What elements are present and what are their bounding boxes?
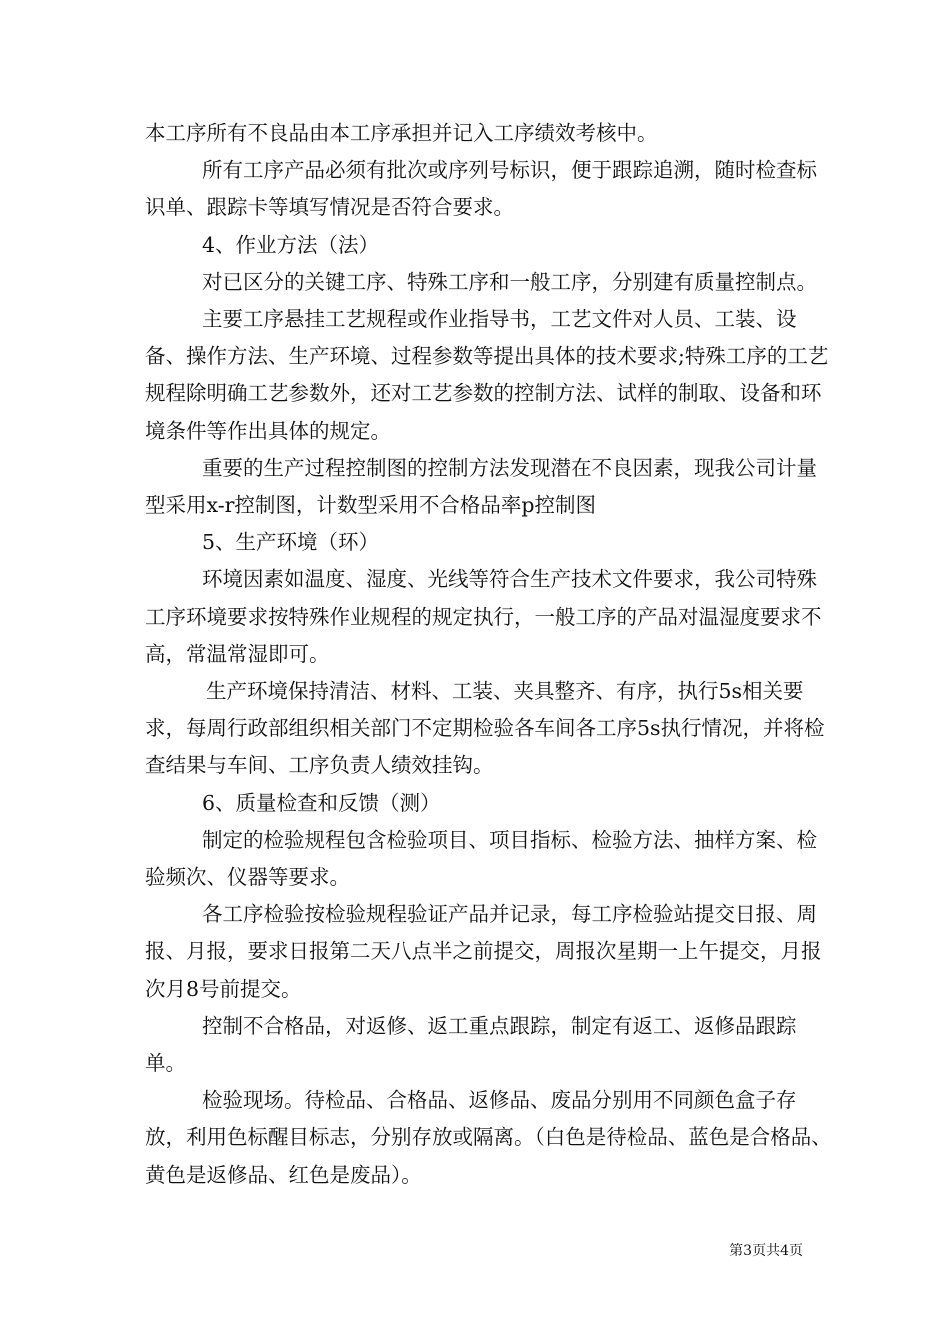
section-heading-inspection: 6、质量检查和反馈（测） [202,790,441,815]
paragraph-inspection-reports: 各工序检验按检验规程验证产品并记录，每工序检验站提交日报、周报、月报，要求日报第二天八点半之前提交，周报次星期一上午提交，月报次月8号前提交。 [145,902,822,1001]
paragraph-control-charts: 重要的生产过程控制图的控制方法发现潜在不良因素，现我公司计量型采用x-r控制图，计数型采用不合格品率p控制图 [145,455,817,518]
section-heading-environment: 5、生产环境（环） [202,530,380,555]
paragraph-inspection-site: 检验现场。待检品、合格品、返修品、废品分别用不同颜色盒子存放，利用色标醒目标志，分别存放或隔离。（白色是待检品、蓝色是合格品、黄色是返修品、红色是废品）。 [145,1088,832,1187]
paragraph-5s-requirements: 生产环境保持清洁、材料、工装、夹具整齐、有序，执行5s相关要求，每周行政部组织相关部门不定期检验各车间各工序5s执行情况，并将检查结果与车间、工序负责人绩效挂钩。 [145,679,825,778]
paragraph-defect-responsibility: 本工序所有不良品由本工序承担并记入工序绩效考核中。 [145,121,658,145]
paragraph-environment-factors: 环境因素如温度、湿度、光线等符合生产技术文件要求，我公司特殊工序环境要求按特殊作业规程的规定执行，一般工序的产品对温湿度要求不高，常温常湿即可。 [145,567,822,666]
section-heading-method: 4、作业方法（法） [202,232,380,257]
paragraph-process-specifications: 主要工序悬挂工艺规程或作业指导书，工艺文件对人员、工装、设备、操作方法、生产环境、过程参数等提出具体的技术要求;特殊工序的工艺规程除明确工艺参数外，还对工艺参数的控制方法、试样的制取、设备和环境条件等作出具体的规定。 [145,307,829,443]
paragraph-nonconforming-control: 控制不合格品，对返修、返工重点跟踪，制定有返工、返修品跟踪单。 [145,1013,797,1076]
paragraph-inspection-procedures: 制定的检验规程包含检验项目、项目指标、检验方法、抽样方案、检验频次、仪器等要求。 [145,827,817,890]
paragraph-batch-identification: 所有工序产品必须有批次或序列号标识，便于跟踪追溯，随时检查标识单、跟踪卡等填写情况是否符合要求。 [145,158,817,220]
document-body [145,115,835,1194]
page-number: 第3页共4页 [729,1243,803,1259]
paragraph-control-points: 对已区分的关键工序、特殊工序和一般工序，分别建有质量控制点。 [202,269,817,294]
